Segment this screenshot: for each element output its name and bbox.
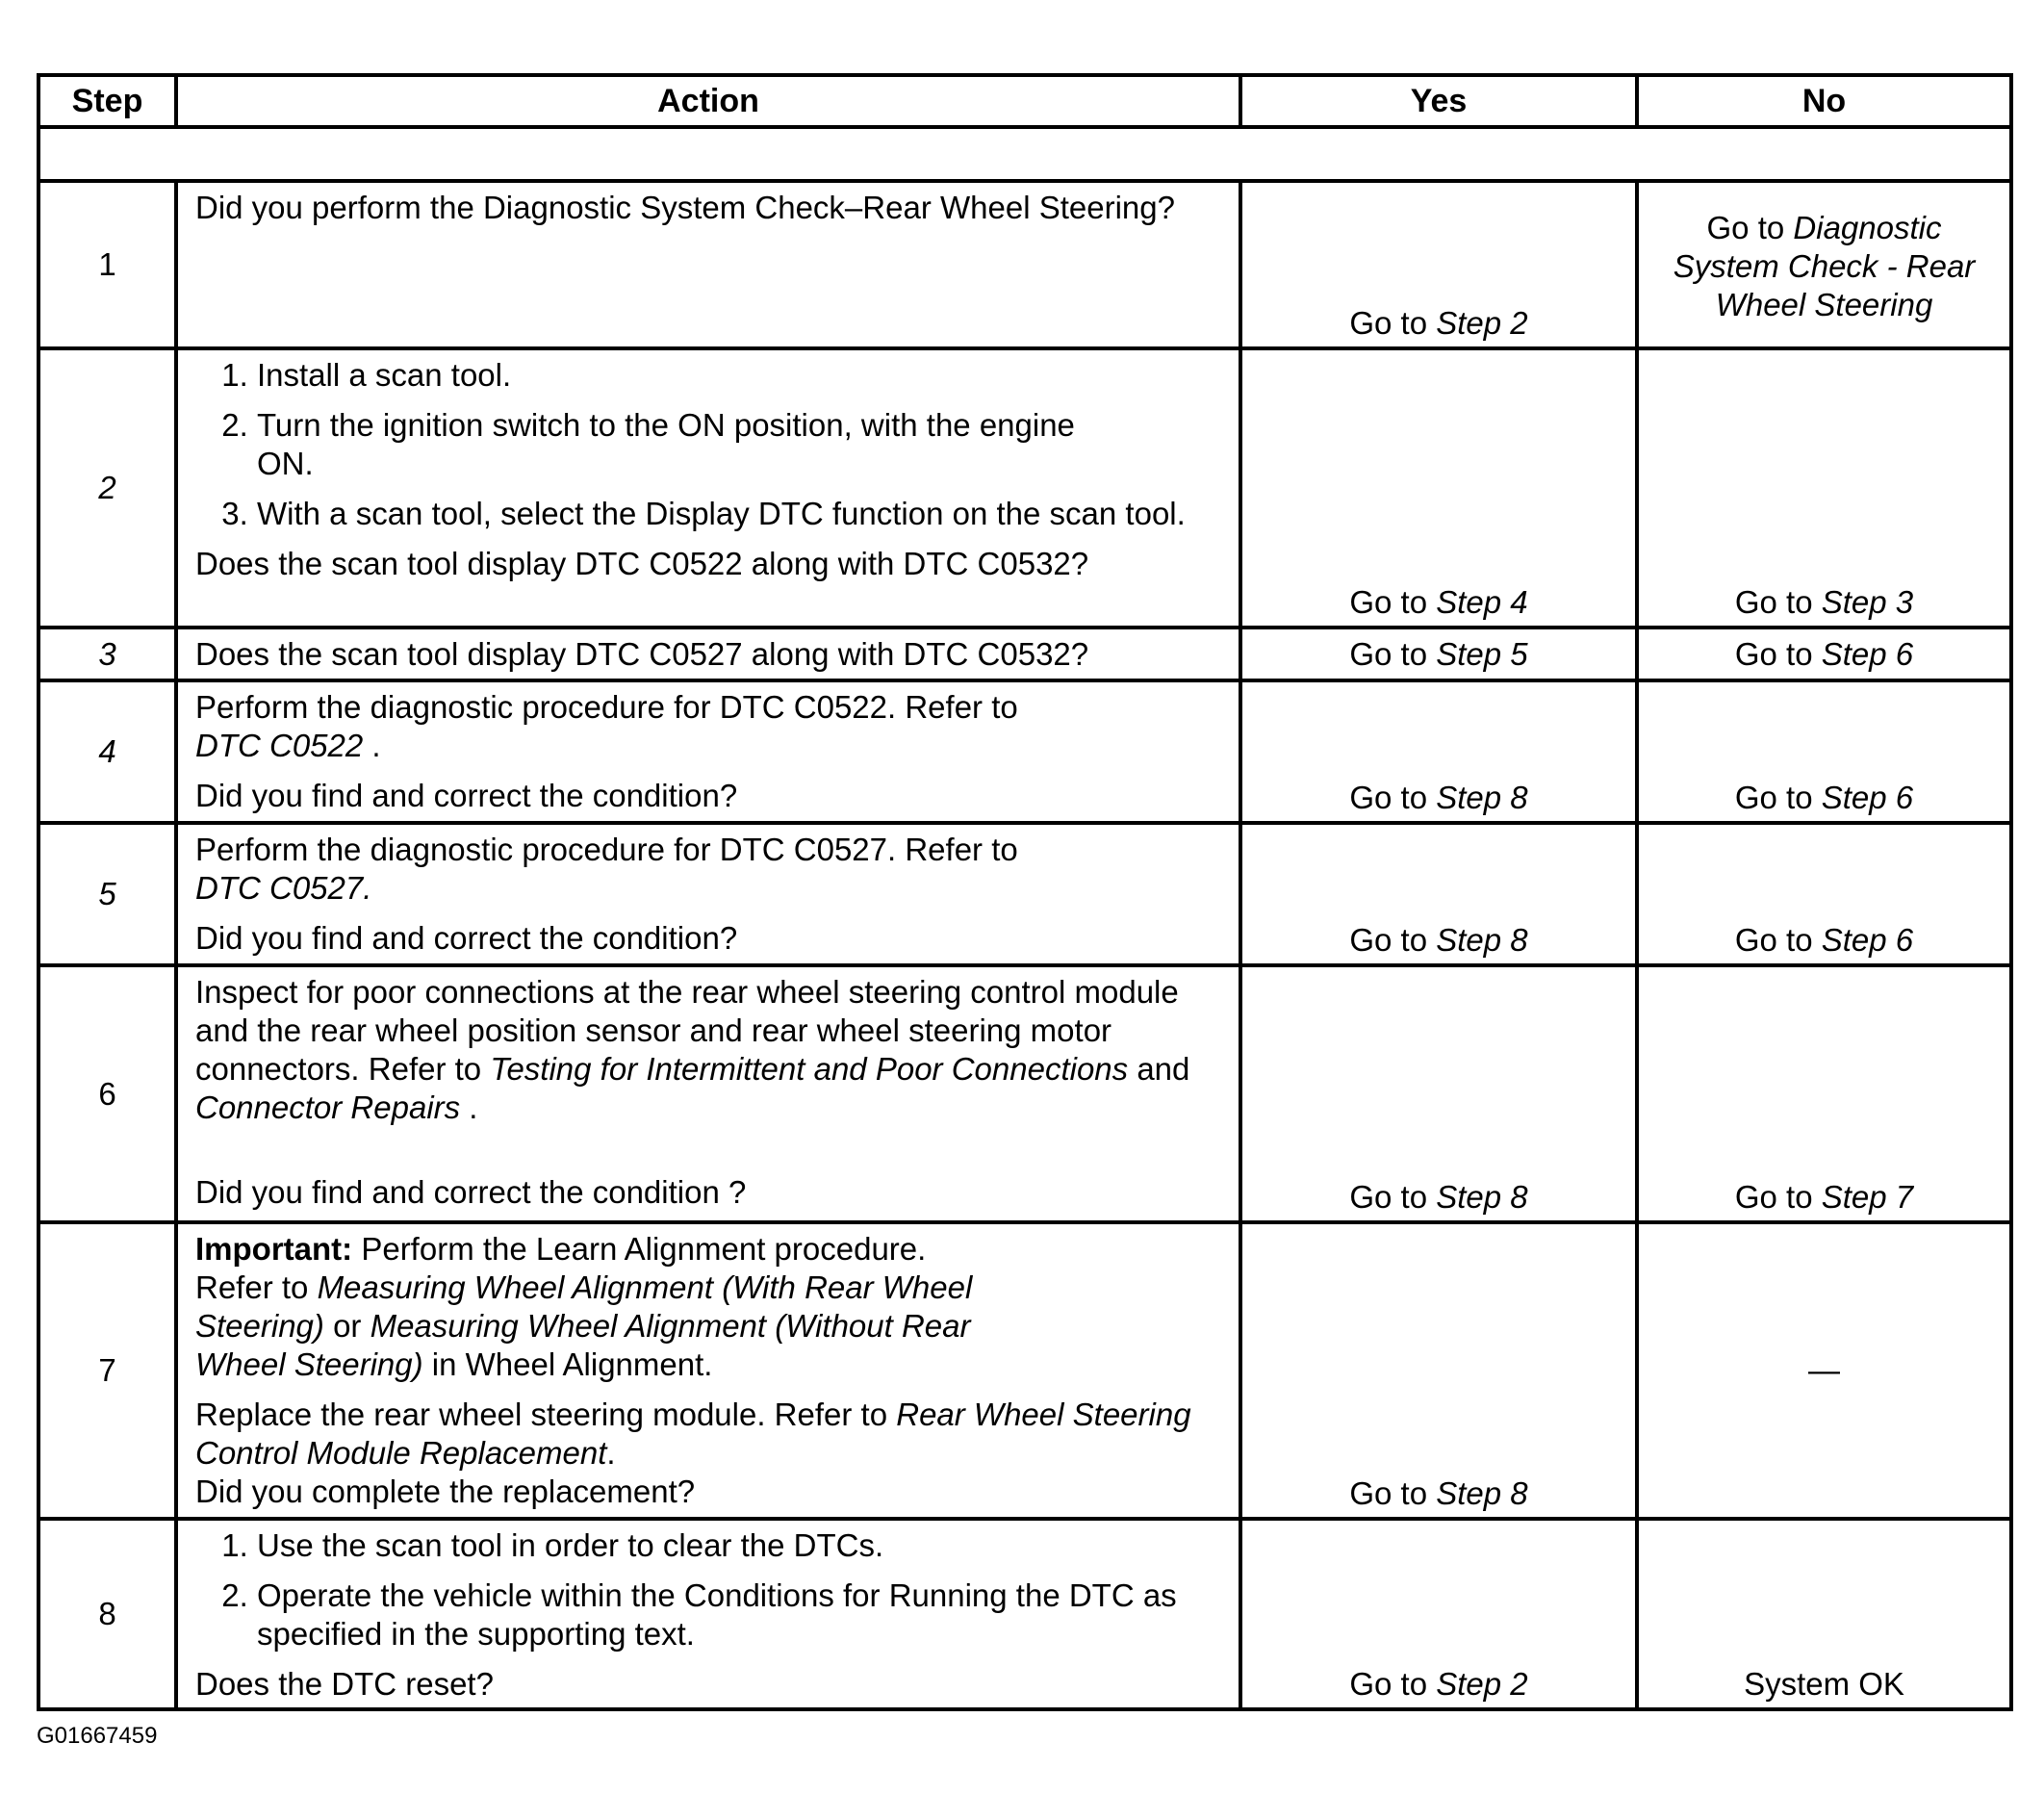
reference-link[interactable]: Rear Wheel Steering Control Module Replacement: [195, 1397, 1191, 1471]
yes-cell: [1240, 628, 1637, 680]
action-text: Replace the rear wheel steering module. Refer to: [195, 1397, 888, 1432]
action-steps-list: [195, 1526, 1227, 1653]
action-steps-list: [195, 356, 1227, 533]
no-prefix: Go to: [1734, 635, 1813, 672]
action-text: Perform the Learn Alignment procedure. Refer to: [195, 1231, 927, 1305]
action-text: Perform the diagnostic procedure for DTC C0522. Refer to: [195, 689, 1018, 725]
reference-link[interactable]: DTC C0527.: [195, 870, 372, 906]
yes-step-link[interactable]: Step 8: [1436, 1475, 1528, 1511]
action-cell: [176, 628, 1240, 680]
header-action: Action: [176, 75, 1240, 127]
table-row: [38, 628, 2011, 680]
no-prefix: Go to: [1734, 780, 1813, 815]
table-row: [38, 348, 2011, 628]
reference-link[interactable]: Testing for Intermittent and Poor Connections: [490, 1051, 1129, 1087]
yes-prefix: Go to: [1349, 922, 1428, 958]
spacer-row: [38, 127, 2011, 181]
figure-id: G01667459: [37, 1723, 158, 1749]
action-question: Does the DTC reset?: [195, 1666, 494, 1702]
yes-prefix: Go to: [1349, 780, 1428, 815]
action-text: Inspect for poor connections at the rear wheel steering control module and the rear wheel position sensor and rear wheel steering motor connectors. Refer to: [195, 974, 1179, 1087]
table-row: [38, 680, 2011, 823]
action-text: in Wheel Alignment.: [422, 1346, 713, 1382]
no-cell: [1637, 181, 2011, 348]
step-number: 3: [38, 628, 176, 680]
action-question: Did you find and correct the condition?: [195, 778, 738, 813]
table-row: [38, 965, 2011, 1222]
reference-link[interactable]: Measuring Wheel Alignment (Without Rear Wheel Steering): [195, 1308, 971, 1382]
yes-step-link[interactable]: Step 8: [1436, 1179, 1528, 1215]
step-number: 8: [38, 1519, 176, 1709]
table-row: [38, 1222, 2011, 1519]
list-item: 1. Use the scan tool in order to clear the DTCs.: [257, 1526, 1227, 1565]
yes-step-link[interactable]: Step 5: [1436, 635, 1528, 672]
action-question: Does the scan tool display DTC C0527 along with DTC C0532?: [195, 635, 1089, 672]
punctuation: .: [606, 1435, 616, 1471]
yes-prefix: Go to: [1349, 635, 1428, 672]
step-number: 6: [38, 965, 176, 1222]
action-cell: [176, 181, 1240, 348]
yes-step-link[interactable]: Step 8: [1436, 922, 1528, 958]
action-cell: [176, 680, 1240, 823]
table-row: [38, 823, 2011, 965]
yes-prefix: Go to: [1349, 584, 1428, 620]
action-question: Did you perform the Diagnostic System Check–Rear Wheel Steering?: [195, 190, 1175, 225]
action-question: Did you find and correct the condition ?: [195, 1174, 747, 1210]
no-prefix: Go to: [1706, 210, 1785, 245]
no-cell: [1637, 348, 2011, 628]
action-cell: [176, 1519, 1240, 1709]
table-row: [38, 1519, 2011, 1709]
no-cell: [1637, 1519, 2011, 1709]
no-prefix: Go to: [1734, 584, 1813, 620]
action-cell: [176, 348, 1240, 628]
no-cell: [1637, 823, 2011, 965]
yes-cell: [1240, 965, 1637, 1222]
punctuation: .: [460, 1089, 478, 1125]
step-number: 5: [38, 823, 176, 965]
spacer-cell: [38, 127, 2011, 181]
yes-cell: [1240, 1519, 1637, 1709]
yes-prefix: Go to: [1349, 1475, 1428, 1511]
reference-link[interactable]: Connector Repairs: [195, 1089, 461, 1125]
action-cell: [176, 1222, 1240, 1519]
action-text: or: [333, 1308, 370, 1344]
action-question: Did you complete the replacement?: [195, 1474, 696, 1509]
yes-step-link[interactable]: Step 4: [1436, 584, 1528, 620]
no-step-link[interactable]: Step 6: [1821, 635, 1914, 672]
no-prefix: Go to: [1734, 922, 1813, 958]
no-ref-line-3[interactable]: Wheel Steering: [1715, 287, 1933, 322]
action-text: Perform the diagnostic procedure for DTC C0527. Refer to: [195, 832, 1018, 867]
header-row: [38, 75, 2011, 127]
list-item: 2. Turn the ignition switch to the ON position, with the engine ON.: [257, 406, 1227, 483]
important-label: Important:: [195, 1231, 353, 1267]
step-number: 1: [38, 181, 176, 348]
reference-link[interactable]: DTC C0522: [195, 728, 364, 763]
reference-link[interactable]: Measuring Wheel Alignment (With Rear Wheel Steering): [195, 1269, 973, 1344]
diagnostic-table: [37, 73, 2013, 1711]
no-cell: [1637, 628, 2011, 680]
header-step: Step: [38, 75, 176, 127]
yes-cell: [1240, 181, 1637, 348]
yes-cell: [1240, 823, 1637, 965]
no-dash: —: [1808, 1352, 1840, 1388]
action-cell: [176, 823, 1240, 965]
action-question: Does the scan tool display DTC C0522 along with DTC C0532?: [195, 546, 1089, 581]
no-step-link[interactable]: Step 6: [1821, 780, 1914, 815]
header-yes: Yes: [1240, 75, 1637, 127]
no-prefix: Go to: [1734, 1179, 1813, 1215]
step-number: 2: [38, 348, 176, 628]
punctuation: .: [363, 728, 381, 763]
header-no: No: [1637, 75, 2011, 127]
yes-prefix: Go to: [1349, 1179, 1428, 1215]
no-step-link[interactable]: Step 7: [1821, 1179, 1914, 1215]
no-cell: [1637, 1222, 2011, 1519]
step-number: 4: [38, 680, 176, 823]
action-question: Did you find and correct the condition?: [195, 920, 738, 956]
action-text: and: [1128, 1051, 1190, 1087]
list-item: 3. With a scan tool, select the Display DTC function on the scan tool.: [257, 495, 1227, 533]
yes-cell: [1240, 348, 1637, 628]
yes-prefix: Go to: [1349, 1666, 1428, 1702]
list-item: 2. Operate the vehicle within the Conditions for Running the DTC as specified in the supporting text.: [257, 1576, 1227, 1653]
no-ref-line-2[interactable]: System Check - Rear: [1673, 248, 1976, 284]
yes-step-link[interactable]: Step 2: [1436, 1666, 1528, 1702]
yes-cell: [1240, 680, 1637, 823]
yes-step-link[interactable]: Step 2: [1436, 305, 1528, 341]
list-item: 1. Install a scan tool.: [257, 356, 1227, 395]
no-ref-line-1[interactable]: Diagnostic: [1793, 210, 1942, 245]
no-cell: [1637, 680, 2011, 823]
table-row: [38, 181, 2011, 348]
action-cell: [176, 965, 1240, 1222]
no-cell: [1637, 965, 2011, 1222]
yes-prefix: Go to: [1349, 305, 1428, 341]
step-number: 7: [38, 1222, 176, 1519]
no-step-link[interactable]: Step 6: [1821, 922, 1914, 958]
no-result: System OK: [1744, 1666, 1904, 1702]
no-step-link[interactable]: Step 3: [1821, 584, 1914, 620]
yes-step-link[interactable]: Step 8: [1436, 780, 1528, 815]
yes-cell: [1240, 1222, 1637, 1519]
